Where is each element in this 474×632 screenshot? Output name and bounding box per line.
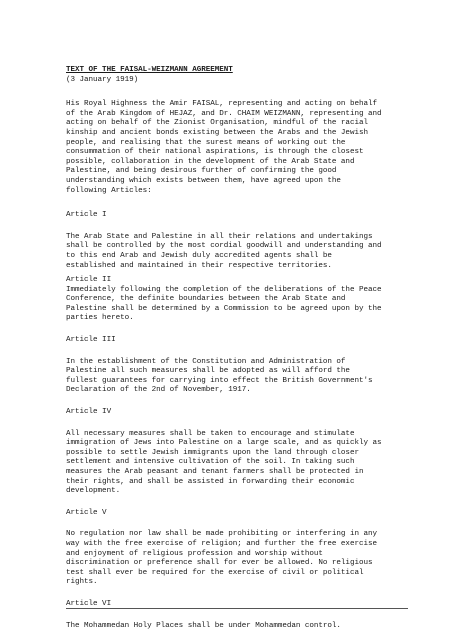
article-1-text: The Arab State and Palestine in all their relations and undertakings shall be controlled by the most cordial goodwill and understanding and to this end Arab and Jewish duly accredited agents shall be established and maintained in their respective territories. [66, 232, 382, 270]
article-5-heading: Article V [66, 508, 107, 517]
article-3-text: In the establishment of the Constitution and Administration of Palestine all such measures shall be adopted as will afford the fullest guarantees for carrying into effect the British Government's Declaration of the 2nd of November, 1917. [66, 357, 373, 395]
footer-rule [66, 608, 408, 609]
document-title: TEXT OF THE FAISAL-WEIZMANN AGREEMENT [66, 66, 233, 74]
article-1-heading: Article I [66, 211, 107, 220]
preamble-paragraph: His Royal Highness the Amir FAISAL, representing and acting on behalf of the Arab Kingdom of HEJAZ, and Dr. CHAIM WEIZMANN, representing and acting on behalf of the Zionist Organisation, mindful of the racial kinship and ancient bonds existing between the Arabs and the Jewish people, and realising that the surest means of working out the consummation of their national aspirations, is through the closest possible, collaboration in the development of the Arab State and Palestine, and being desirous further of confirming the good understanding which exists between them, have agreed upon the following Articles: [66, 100, 382, 195]
article-2-text: Immediately following the completion of the deliberations of the Peace Conference, the definite boundaries between the Arab State and Palestine shall be determined by a Commission to be agreed upon by the parties hereto. [66, 285, 382, 323]
article-3-heading: Article III [66, 336, 116, 345]
article-4-heading: Article IV [66, 408, 112, 417]
article-2-heading: Article II [66, 276, 112, 285]
document-date: (3 January 1919) [66, 75, 139, 84]
article-6-text: The Mohammedan Holy Places shall be under Mohammedan control. [66, 621, 341, 630]
article-4-text: All necessary measures shall be taken to encourage and stimulate immigration of Jews into Palestine on a large scale, and as quickly as possible to settle Jewish immigrants upon the land through closer settlement and intensive cultivation of the soil. In taking such measures the Arab peasant and tenant farmers shall be protected in their rights, and shall be assisted in forwarding their economic development. [66, 429, 382, 496]
article-6-heading: Article VI [66, 599, 112, 608]
article-5-text: No regulation nor law shall be made prohibiting or interfering in any way with the free exercise of religion; and further the free exercise and enjoyment of religious profession and worship without discrimination or preference shall for ever be allowed. No religious test shall ever be required for the exercise of civil or political rights. [66, 530, 377, 587]
document-page [66, 66, 416, 631]
